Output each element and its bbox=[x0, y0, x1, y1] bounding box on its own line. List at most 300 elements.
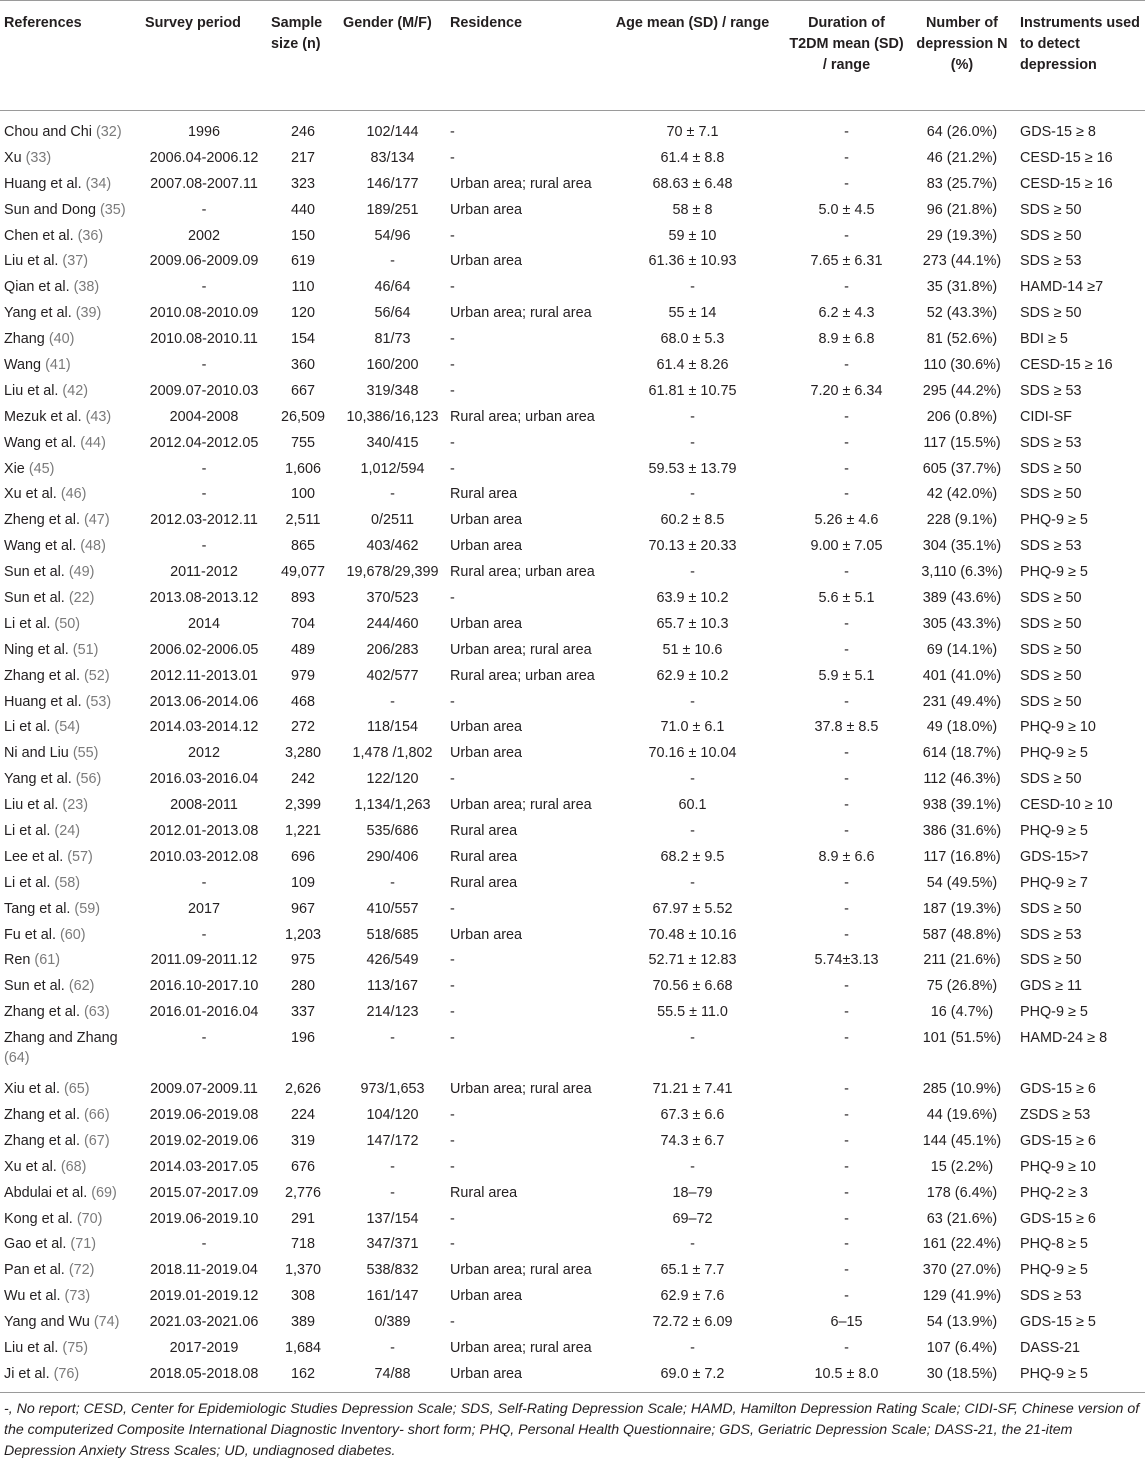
table-row bbox=[0, 145, 1145, 171]
reference-author: Liu et al. bbox=[4, 797, 59, 814]
table-row bbox=[0, 507, 1145, 533]
table-row bbox=[0, 896, 1145, 922]
cell-survey-period: 2006.04-2006.12 bbox=[149, 149, 259, 166]
cell-sample-size: 246 bbox=[290, 123, 315, 140]
reference-author: Xiu et al. bbox=[4, 1081, 60, 1098]
cell-age: - bbox=[690, 434, 695, 451]
cell-sample-size: 619 bbox=[290, 253, 315, 270]
cell-reference bbox=[0, 1180, 141, 1206]
cell-gender: 147/172 bbox=[366, 1132, 419, 1149]
cell-reference bbox=[0, 922, 141, 948]
reference-author: Sun et al. bbox=[4, 564, 65, 581]
reference-citation-link[interactable]: (74) bbox=[93, 1314, 120, 1331]
reference-citation-link[interactable]: (43) bbox=[85, 408, 112, 425]
reference-author: Chen et al. bbox=[4, 227, 74, 244]
cell-residence: - bbox=[450, 1158, 455, 1175]
cell-reference bbox=[0, 1257, 141, 1283]
cell-duration: - bbox=[844, 460, 849, 477]
cell-duration: 8.9 ± 6.8 bbox=[818, 331, 875, 348]
cell-instrument: ZSDS ≥ 53 bbox=[1020, 1107, 1091, 1123]
table-row bbox=[0, 766, 1145, 792]
cell-reference bbox=[0, 1076, 141, 1102]
cell-duration: - bbox=[844, 1107, 849, 1123]
cell-gender: 102/144 bbox=[366, 123, 419, 140]
table-row bbox=[0, 585, 1145, 611]
cell-reference bbox=[0, 197, 141, 223]
table-row bbox=[0, 456, 1145, 482]
cell-instrument: HAMD-14 ≥7 bbox=[1020, 279, 1104, 296]
reference-citation-link[interactable]: (61) bbox=[34, 952, 60, 969]
cell-residence: - bbox=[450, 356, 455, 373]
cell-sample-size: 26,509 bbox=[280, 408, 325, 425]
cell-age: - bbox=[690, 1158, 695, 1175]
cell-residence: - bbox=[450, 693, 455, 710]
reference-citation-link[interactable]: (71) bbox=[70, 1236, 96, 1253]
cell-reference bbox=[0, 948, 141, 974]
cell-reference bbox=[0, 1154, 141, 1180]
reference-citation-link[interactable]: (40) bbox=[48, 331, 75, 348]
cell-residence: - bbox=[450, 1210, 455, 1227]
cell-reference bbox=[0, 1361, 141, 1391]
cell-age: 63.9 ± 10.2 bbox=[656, 589, 729, 606]
cell-sample-size: 1,684 bbox=[284, 1340, 321, 1357]
cell-duration: - bbox=[844, 745, 849, 762]
reference-citation-link[interactable]: (49) bbox=[68, 564, 95, 581]
cell-reference bbox=[0, 792, 141, 818]
reference-citation-link[interactable]: (59) bbox=[74, 900, 100, 917]
cell-instrument: SDS ≥ 50 bbox=[1020, 486, 1082, 503]
cell-depression-count: 110 (30.6%) bbox=[923, 356, 1001, 373]
reference-author: Liu et al. bbox=[4, 382, 59, 399]
reference-citation-link[interactable]: (58) bbox=[54, 874, 80, 891]
cell-survey-period: 2017 bbox=[187, 900, 220, 917]
reference-citation-link[interactable]: (54) bbox=[54, 719, 80, 736]
cell-age: 71.21 ± 7.41 bbox=[652, 1081, 733, 1098]
reference-author: Sun et al. bbox=[4, 589, 65, 606]
cell-age: 68.63 ± 6.48 bbox=[652, 175, 733, 192]
reference-citation-link[interactable]: (41) bbox=[45, 356, 71, 373]
cell-reference bbox=[0, 404, 141, 430]
cell-depression-count: 117 (16.8%) bbox=[923, 848, 1001, 865]
reference-citation-link[interactable]: (36) bbox=[77, 227, 104, 244]
cell-survey-period: 2021.03-2021.06 bbox=[149, 1314, 259, 1331]
cell-age: 55 ± 14 bbox=[668, 305, 717, 322]
cell-reference bbox=[0, 223, 141, 249]
cell-residence: Urban area bbox=[450, 253, 522, 270]
reference-citation-link[interactable]: (67) bbox=[84, 1132, 110, 1149]
reference-author: Zheng et al. bbox=[4, 512, 81, 529]
cell-residence: Rural area; urban area bbox=[450, 408, 595, 425]
cell-duration: - bbox=[844, 1210, 849, 1227]
cell-sample-size: 3,280 bbox=[284, 745, 321, 762]
cell-age: 60.2 ± 8.5 bbox=[660, 512, 725, 529]
reference-author: Wang et al. bbox=[4, 538, 77, 555]
reference-citation-link[interactable]: (73) bbox=[64, 1288, 91, 1305]
cell-survey-period: 2012 bbox=[187, 745, 220, 762]
cell-depression-count: 129 (41.9%) bbox=[922, 1288, 1002, 1305]
cell-residence: - bbox=[450, 952, 455, 969]
reference-citation-link[interactable]: (63) bbox=[84, 1004, 110, 1021]
cell-residence: - bbox=[450, 771, 455, 788]
reference-citation-link[interactable]: (52) bbox=[84, 667, 110, 684]
reference-author: Li et al. bbox=[4, 719, 51, 736]
reference-citation-link[interactable]: (60) bbox=[60, 926, 86, 943]
cell-duration: 7.65 ± 6.31 bbox=[810, 253, 883, 270]
cell-sample-size: 975 bbox=[290, 952, 315, 969]
reference-citation-link[interactable]: (76) bbox=[53, 1365, 80, 1382]
cell-duration: 7.20 ± 6.34 bbox=[810, 382, 883, 399]
cell-residence: Urban area; rural area bbox=[450, 641, 592, 658]
reference-citation-link[interactable]: (69) bbox=[91, 1184, 117, 1201]
reference-author: Huang et al. bbox=[4, 175, 82, 192]
cell-age: 71.0 ± 6.1 bbox=[660, 719, 725, 736]
cell-instrument: PHQ-9 ≥ 5 bbox=[1020, 822, 1088, 839]
reference-author: Chou and Chi bbox=[4, 123, 93, 140]
cell-duration: 6–15 bbox=[830, 1314, 863, 1331]
cell-duration: - bbox=[844, 564, 849, 581]
cell-instrument: CESD-15 ≥ 16 bbox=[1020, 356, 1113, 373]
cell-residence: Urban area bbox=[450, 1365, 522, 1382]
cell-residence: - bbox=[450, 1314, 455, 1331]
table-row bbox=[0, 870, 1145, 896]
cell-depression-count: 389 (43.6%) bbox=[922, 589, 1002, 606]
cell-gender: 137/154 bbox=[366, 1210, 419, 1227]
cell-instrument: PHQ-9 ≥ 10 bbox=[1020, 719, 1096, 736]
cell-depression-count: 273 (44.1%) bbox=[922, 253, 1002, 270]
cell-sample-size: 696 bbox=[290, 848, 315, 865]
table-row bbox=[0, 559, 1145, 585]
cell-instrument: SDS ≥ 50 bbox=[1020, 771, 1082, 788]
cell-sample-size: 162 bbox=[290, 1365, 315, 1382]
cell-reference bbox=[0, 1309, 141, 1335]
cell-sample-size: 667 bbox=[290, 382, 315, 399]
reference-citation-link[interactable]: (24) bbox=[54, 822, 80, 839]
cell-gender: 206/283 bbox=[366, 641, 419, 658]
reference-citation-link[interactable]: (33) bbox=[25, 149, 52, 166]
table-row bbox=[0, 1257, 1145, 1283]
reference-author: Zhang et al. bbox=[4, 667, 81, 684]
reference-citation-link[interactable]: (32) bbox=[96, 123, 122, 140]
cell-sample-size: 1,203 bbox=[284, 926, 321, 943]
header-depression-count: Number of depression N (%) bbox=[908, 1, 1016, 111]
cell-duration: - bbox=[844, 1081, 849, 1098]
reference-citation-link[interactable]: (51) bbox=[72, 641, 99, 658]
cell-reference bbox=[0, 740, 141, 766]
table-row bbox=[0, 111, 1145, 145]
table-body bbox=[0, 111, 1145, 1391]
reference-citation-link[interactable]: (50) bbox=[54, 615, 80, 632]
footer-divider bbox=[0, 1392, 1145, 1393]
reference-citation-link[interactable]: (44) bbox=[80, 434, 106, 451]
cell-gender: 74/88 bbox=[374, 1365, 411, 1382]
reference-citation-link[interactable]: (48) bbox=[80, 538, 106, 555]
cell-sample-size: 2,776 bbox=[284, 1184, 321, 1201]
cell-reference bbox=[0, 1206, 141, 1232]
cell-duration: - bbox=[844, 1132, 849, 1149]
cell-depression-count: 16 (4.7%) bbox=[930, 1004, 994, 1021]
reference-citation-link[interactable]: (57) bbox=[67, 848, 93, 865]
cell-reference bbox=[0, 714, 141, 740]
cell-instrument: GDS-15>7 bbox=[1020, 848, 1089, 865]
reference-citation-link[interactable]: (64) bbox=[4, 1050, 30, 1067]
cell-depression-count: 3,110 (6.3%) bbox=[921, 564, 1003, 581]
cell-residence: Urban area; rural area bbox=[450, 175, 592, 192]
cell-age: 70 ± 7.1 bbox=[666, 123, 719, 140]
cell-survey-period: 2006.02-2006.05 bbox=[149, 641, 259, 658]
cell-age: - bbox=[690, 408, 695, 425]
cell-instrument: PHQ-2 ≥ 3 bbox=[1020, 1184, 1088, 1201]
cell-gender: 347/371 bbox=[366, 1236, 419, 1253]
reference-citation-link[interactable]: (38) bbox=[73, 279, 100, 296]
cell-duration: - bbox=[844, 1236, 849, 1253]
cell-depression-count: 614 (18.7%) bbox=[922, 745, 1002, 762]
cell-age: 60.1 bbox=[678, 797, 707, 814]
header-instruments: Instruments used to detect depression bbox=[1016, 1, 1145, 111]
cell-age: 61.81 ± 10.75 bbox=[648, 382, 737, 399]
reference-citation-link[interactable]: (72) bbox=[68, 1262, 95, 1279]
reference-citation-link[interactable]: (62) bbox=[68, 978, 95, 995]
cell-age: 61.4 ± 8.26 bbox=[656, 356, 729, 373]
cell-depression-count: 81 (52.6%) bbox=[926, 331, 998, 348]
table-row bbox=[0, 844, 1145, 870]
cell-residence: - bbox=[450, 434, 455, 451]
cell-duration: 9.00 ± 7.05 bbox=[810, 538, 883, 555]
cell-depression-count: 42 (42.0%) bbox=[926, 486, 998, 503]
table-row bbox=[0, 481, 1145, 507]
reference-author: Tang et al. bbox=[4, 900, 71, 917]
reference-citation-link[interactable]: (55) bbox=[72, 745, 99, 762]
cell-sample-size: 979 bbox=[290, 667, 315, 684]
cell-age: 62.9 ± 10.2 bbox=[656, 667, 729, 684]
reference-citation-link[interactable]: (34) bbox=[85, 175, 112, 192]
reference-author: Zhang bbox=[4, 331, 45, 348]
reference-author: Mezuk et al. bbox=[4, 408, 82, 425]
cell-residence: - bbox=[450, 589, 455, 606]
cell-gender: 244/460 bbox=[366, 615, 419, 632]
cell-sample-size: 2,626 bbox=[284, 1081, 321, 1098]
cell-duration: - bbox=[844, 279, 849, 296]
cell-age: 65.1 ± 7.7 bbox=[660, 1262, 725, 1279]
reference-citation-link[interactable]: (68) bbox=[60, 1158, 87, 1175]
cell-survey-period: - bbox=[201, 874, 207, 891]
cell-reference bbox=[0, 326, 141, 352]
cell-survey-period: 2017-2019 bbox=[169, 1340, 239, 1357]
cell-duration: - bbox=[844, 797, 849, 814]
cell-survey-period: - bbox=[201, 1236, 207, 1253]
table-row bbox=[0, 1335, 1145, 1361]
cell-duration: 37.8 ± 8.5 bbox=[814, 719, 879, 736]
cell-duration: - bbox=[844, 641, 849, 658]
cell-survey-period: 2011-2012 bbox=[170, 564, 238, 581]
table-row bbox=[0, 1025, 1145, 1076]
cell-sample-size: 308 bbox=[290, 1288, 315, 1305]
table-row bbox=[0, 1206, 1145, 1232]
cell-duration: 8.9 ± 6.6 bbox=[818, 848, 875, 865]
cell-survey-period: 2019.06-2019.08 bbox=[149, 1107, 259, 1123]
cell-residence: - bbox=[450, 1107, 455, 1123]
cell-depression-count: 370 (27.0%) bbox=[922, 1262, 1002, 1279]
cell-instrument: CIDI-SF bbox=[1020, 408, 1072, 425]
cell-depression-count: 112 (46.3%) bbox=[923, 771, 1001, 788]
cell-age: 68.2 ± 9.5 bbox=[660, 848, 725, 865]
cell-residence: Urban area bbox=[450, 719, 522, 736]
reference-citation-link[interactable]: (70) bbox=[76, 1210, 103, 1227]
reference-author: Xu et al. bbox=[4, 1158, 57, 1175]
reference-citation-link[interactable]: (65) bbox=[64, 1081, 90, 1098]
cell-instrument: SDS ≥ 50 bbox=[1020, 667, 1082, 684]
cell-residence: Urban area; rural area bbox=[450, 1340, 592, 1357]
cell-survey-period: - bbox=[201, 1030, 207, 1047]
reference-citation-link[interactable]: (35) bbox=[100, 201, 126, 218]
cell-survey-period: 2016.01-2016.04 bbox=[149, 1004, 259, 1021]
cell-duration: 5.6 ± 5.1 bbox=[818, 589, 875, 606]
reference-citation-link[interactable]: (75) bbox=[62, 1340, 88, 1357]
cell-reference bbox=[0, 663, 141, 689]
reference-author: Pan et al. bbox=[4, 1262, 65, 1279]
table-row bbox=[0, 533, 1145, 559]
cell-duration: - bbox=[844, 149, 849, 166]
cell-depression-count: 231 (49.4%) bbox=[922, 693, 1002, 710]
reference-citation-link[interactable]: (23) bbox=[62, 797, 88, 814]
cell-gender: 46/64 bbox=[374, 279, 411, 296]
cell-instrument: PHQ-8 ≥ 5 bbox=[1020, 1236, 1088, 1253]
cell-duration: - bbox=[844, 227, 849, 244]
cell-age: 74.3 ± 6.7 bbox=[660, 1132, 725, 1149]
table-row bbox=[0, 922, 1145, 948]
cell-age: 69–72 bbox=[672, 1210, 713, 1227]
reference-citation-link[interactable]: (56) bbox=[75, 771, 102, 788]
cell-duration: - bbox=[844, 978, 849, 995]
reference-author: Lee et al. bbox=[4, 848, 64, 865]
cell-instrument: PHQ-9 ≥ 10 bbox=[1020, 1158, 1096, 1175]
table-row bbox=[0, 663, 1145, 689]
cell-depression-count: 96 (21.8%) bbox=[926, 201, 998, 218]
cell-instrument: CESD-15 ≥ 16 bbox=[1020, 149, 1113, 166]
cell-gender: - bbox=[390, 1158, 395, 1175]
cell-survey-period: 2011.09-2011.12 bbox=[150, 952, 258, 969]
cell-reference bbox=[0, 973, 141, 999]
cell-residence: - bbox=[450, 331, 455, 348]
cell-reference bbox=[0, 171, 141, 197]
cell-gender: 83/134 bbox=[370, 149, 415, 166]
cell-depression-count: 206 (0.8%) bbox=[926, 408, 998, 425]
cell-depression-count: 54 (49.5%) bbox=[926, 874, 998, 891]
cell-duration: - bbox=[844, 175, 849, 192]
cell-sample-size: 2,399 bbox=[284, 797, 321, 814]
table-row bbox=[0, 1361, 1145, 1391]
cell-depression-count: 54 (13.9%) bbox=[926, 1314, 998, 1331]
cell-reference bbox=[0, 456, 141, 482]
cell-gender: 290/406 bbox=[366, 848, 419, 865]
table-row bbox=[0, 740, 1145, 766]
cell-gender: 518/685 bbox=[366, 926, 419, 943]
reference-citation-link[interactable]: (66) bbox=[84, 1107, 110, 1123]
cell-instrument: SDS ≥ 50 bbox=[1020, 615, 1082, 632]
table-row bbox=[0, 999, 1145, 1025]
cell-gender: 340/415 bbox=[366, 434, 419, 451]
cell-survey-period: 2016.03-2016.04 bbox=[149, 771, 259, 788]
reference-author: Li et al. bbox=[4, 615, 51, 632]
cell-duration: 5.26 ± 4.6 bbox=[814, 512, 879, 529]
table-row bbox=[0, 792, 1145, 818]
cell-residence: Rural area bbox=[450, 874, 518, 891]
cell-reference bbox=[0, 1335, 141, 1361]
cell-duration: - bbox=[844, 1340, 849, 1357]
reference-citation-link[interactable]: (39) bbox=[75, 305, 102, 322]
cell-depression-count: 117 (15.5%) bbox=[923, 434, 1001, 451]
cell-residence: Rural area bbox=[450, 486, 518, 503]
cell-duration: - bbox=[844, 771, 849, 788]
reference-author: Zhang and Zhang bbox=[4, 1030, 118, 1047]
cell-gender: 370/523 bbox=[366, 589, 419, 606]
table-row bbox=[0, 248, 1145, 274]
cell-survey-period: 2014.03-2014.12 bbox=[149, 719, 259, 736]
cell-depression-count: 15 (2.2%) bbox=[930, 1158, 994, 1175]
cell-reference bbox=[0, 111, 141, 145]
cell-depression-count: 35 (31.8%) bbox=[926, 279, 998, 296]
cell-sample-size: 489 bbox=[290, 641, 315, 658]
cell-duration: - bbox=[844, 486, 849, 503]
cell-depression-count: 938 (39.1%) bbox=[922, 797, 1002, 814]
cell-instrument: PHQ-9 ≥ 5 bbox=[1020, 1365, 1088, 1382]
cell-age: 72.72 ± 6.09 bbox=[652, 1314, 733, 1331]
cell-residence: Urban area bbox=[450, 926, 522, 943]
cell-reference bbox=[0, 896, 141, 922]
reference-author: Ning et al. bbox=[4, 641, 69, 658]
cell-duration: - bbox=[844, 615, 849, 632]
cell-reference bbox=[0, 585, 141, 611]
cell-duration: - bbox=[844, 822, 849, 839]
table-row bbox=[0, 1076, 1145, 1102]
cell-gender: - bbox=[390, 486, 395, 503]
cell-duration: 10.5 ± 8.0 bbox=[814, 1365, 879, 1382]
table-row bbox=[0, 1309, 1145, 1335]
cell-duration: - bbox=[844, 408, 849, 425]
reference-author: Xu bbox=[4, 149, 22, 166]
cell-duration: - bbox=[844, 1030, 849, 1047]
cell-age: - bbox=[690, 874, 695, 891]
cell-sample-size: 49,077 bbox=[280, 564, 325, 581]
cell-residence: - bbox=[450, 978, 455, 995]
reference-citation-link[interactable]: (37) bbox=[62, 253, 88, 270]
cell-residence: Urban area bbox=[450, 615, 522, 632]
cell-age: 67.3 ± 6.6 bbox=[660, 1107, 725, 1123]
cell-age: 70.56 ± 6.68 bbox=[652, 978, 733, 995]
cell-reference bbox=[0, 430, 141, 456]
reference-citation-link[interactable]: (46) bbox=[60, 486, 87, 503]
cell-sample-size: 1,370 bbox=[284, 1262, 321, 1279]
cell-residence: - bbox=[450, 1004, 455, 1021]
cell-age: - bbox=[690, 771, 695, 788]
reference-citation-link[interactable]: (53) bbox=[85, 693, 112, 710]
cell-sample-size: 893 bbox=[290, 589, 315, 606]
cell-residence: Urban area; rural area bbox=[450, 797, 592, 814]
cell-residence: Urban area bbox=[450, 538, 522, 555]
reference-citation-link[interactable]: (42) bbox=[62, 382, 88, 399]
cell-age: 61.36 ± 10.93 bbox=[648, 253, 737, 270]
cell-sample-size: 319 bbox=[290, 1132, 315, 1149]
cell-gender: 1,478 /1,802 bbox=[352, 745, 433, 762]
cell-instrument: CESD-10 ≥ 10 bbox=[1020, 797, 1113, 814]
cell-residence: - bbox=[450, 382, 455, 399]
reference-author: Qian et al. bbox=[4, 279, 70, 296]
cell-gender: 122/120 bbox=[366, 771, 419, 788]
reference-citation-link[interactable]: (45) bbox=[28, 460, 55, 477]
reference-citation-link[interactable]: (47) bbox=[84, 512, 110, 529]
reference-citation-link[interactable]: (22) bbox=[68, 589, 95, 606]
cell-reference bbox=[0, 507, 141, 533]
cell-age: 55.5 ± 11.0 bbox=[657, 1004, 728, 1021]
